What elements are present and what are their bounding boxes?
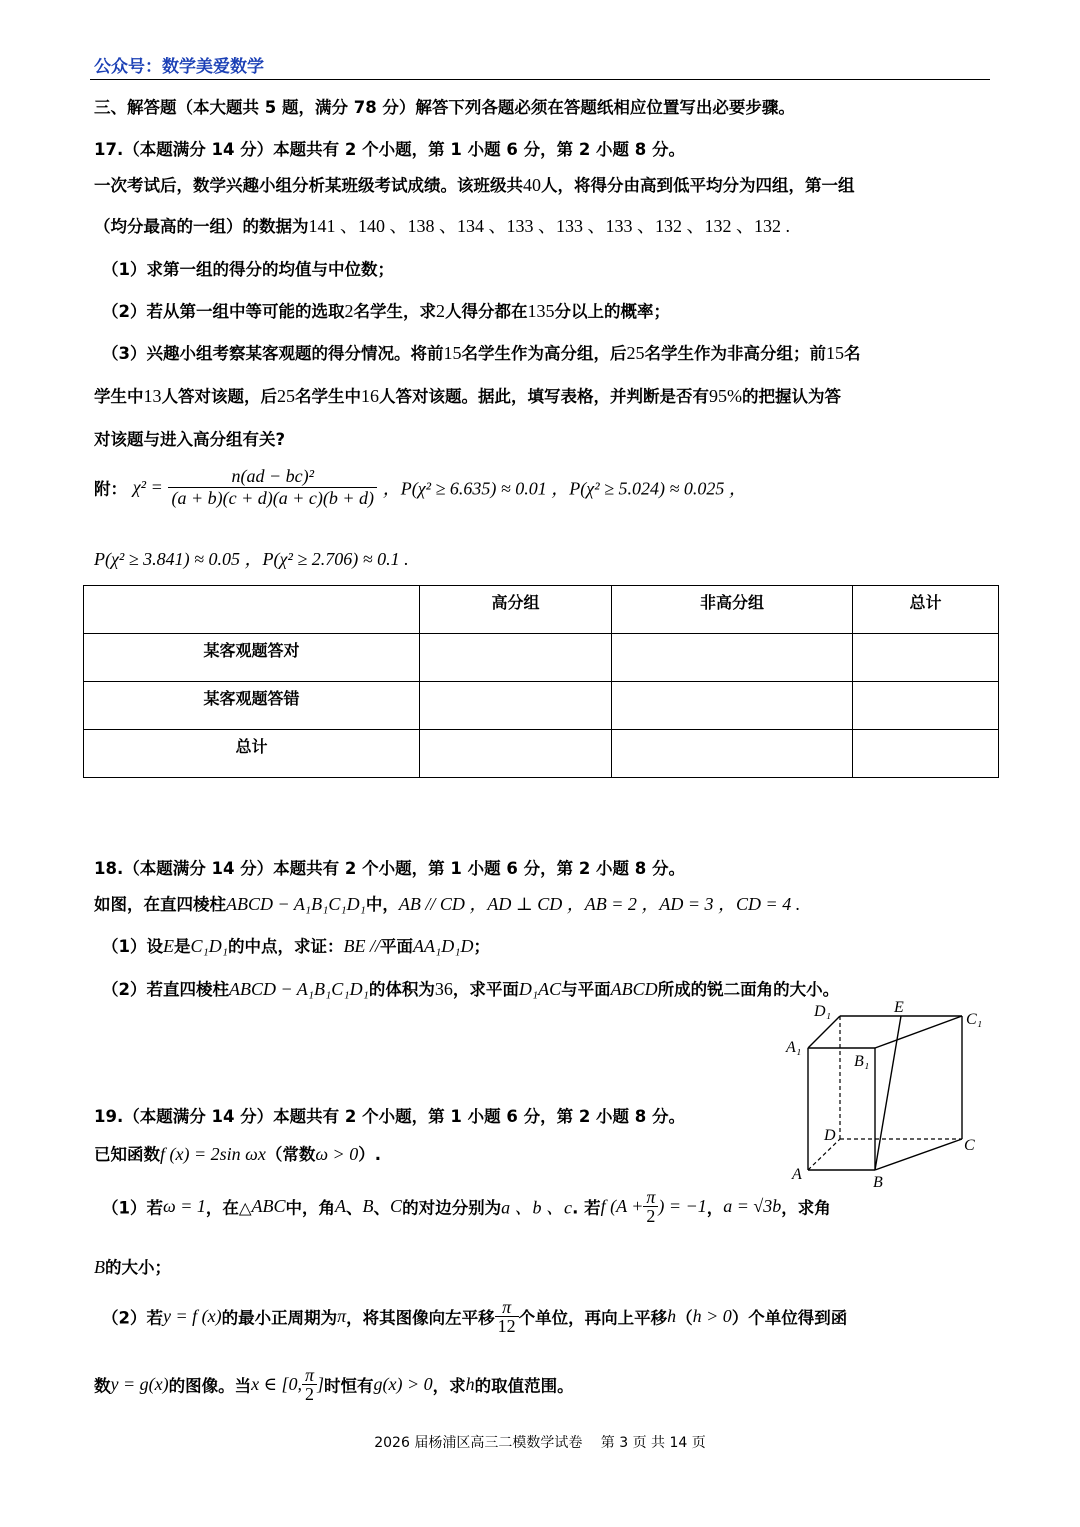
q19-p1-text: （1）若 [102,1198,163,1218]
table-header-cell: 高分组 [420,586,612,634]
q17-class-size: 40 [523,175,541,195]
q17-intro-text: （均分最高的一组）的数据为 [94,217,309,236]
table-cell [612,634,853,682]
table-cell [420,730,612,778]
q19-p1-math: C [390,1196,403,1216]
q18-intro-text: 中， [365,895,399,914]
q19-p1-math: ABC [251,1196,286,1216]
page-footer: 2026 届杨浦区高三二模数学试卷 第 3 页 共 14 页 [374,1435,706,1451]
q19-p1-text: 的大小； [105,1258,171,1277]
q19-heading: 19.（本题满分 14 分）本题共有 2 个小题，第 1 小题 6 分，第 2 小题 8 分。 [94,1107,686,1126]
q19-p2-text: 时恒有 [324,1376,374,1396]
q17-intro-text: 人，将得分由高到低平均分为四组，第一组 [541,176,855,195]
q19-p1-text: 中，角 [285,1198,336,1218]
label-b: B [873,1174,883,1191]
q17-part3-text: 名学生作为非高分组；前 [644,344,826,363]
q17-appendix [94,466,747,509]
q18-plane: AA₁D₁D [413,936,474,956]
q17-part3-text: 名学生中 [295,387,361,406]
q17-intro-line2 [94,212,790,238]
table-cell [420,634,612,682]
q19-p1-math: a 、b 、c [501,1197,573,1218]
q18-part1-text: （1）设 [102,937,163,956]
table-row-label: 总计 [84,730,420,778]
q19-intro-text: ）. [358,1145,381,1164]
q17-part3-line1 [102,340,860,364]
q19-p1-text: 、 [373,1198,391,1218]
q19-p2-text: （ [676,1308,693,1328]
q19-p1-math: A [335,1196,347,1216]
q19-part1-line2 [94,1254,171,1278]
contingency-table [83,585,999,778]
q18-part1-text: 的中点，求证： [228,937,344,956]
q17-part3-text: 学生中 [94,387,144,406]
section-title: 三、解答题（本大题共 5 题，满分 78 分）解答下列各题必须在答题纸相应位置写出必要步骤。 [94,98,795,117]
edge-b1c1 [875,1016,962,1048]
q17-part3-text: 的把握认为答 [742,387,841,406]
q17-part3-num: 25 [277,386,295,406]
q19-p2-text: 的图像。当 [168,1376,252,1396]
q19-p2-math: h > 0 [692,1306,732,1326]
table-row [84,730,999,778]
table-header-cell: 非高分组 [612,586,853,634]
q17-part3-text: （3）兴趣小组考察某客观题的得分情况。将前 [102,344,444,363]
q17-part3-num: 13 [143,386,162,406]
table-row-label: 某客观题答错 [84,682,420,730]
q19-p2-math: π [337,1306,347,1326]
q17-part3-text: 名学生作为高分组，后 [461,344,627,363]
q18-prism: ABCD − A₁B₁C₁D₁ [228,979,369,999]
table-row [84,682,999,730]
q19-p1-text: 、 [346,1198,363,1218]
q18-plane: ABCD [610,979,658,999]
q17-part3-num: 15 [825,343,844,363]
q18-volume: 36 [434,979,453,999]
label-d: D [824,1127,836,1144]
q19-p1-math: B [362,1196,374,1216]
q17-probabilities-line2 [94,545,409,571]
q17-heading: 17.（本题满分 14 分）本题共有 2 个小题，第 1 小题 6 分，第 2 小题 8 分。 [94,140,686,159]
q19-p1-math: ) = −1 [658,1196,707,1216]
q19-p1-math: B [94,1257,105,1277]
q17-part3-num: 25 [626,343,645,363]
q19-p2-text: ，将其图像向左平移 [346,1308,495,1328]
appendix-label: 附： [94,479,127,499]
q17-part2-num: 2 [435,301,445,321]
table-cell [853,730,999,778]
segment-be [875,1016,901,1170]
q17-confidence: 95% [709,386,742,406]
q17-intro-text: 一次考试后，数学兴趣小组分析某班级考试成绩。该班级共 [94,176,523,195]
q17-part3-num: 15 [443,343,462,363]
q18-part1-text: 平面 [380,937,414,956]
q19-p1-fraction [643,1188,658,1225]
q18-part2-text: 与平面 [561,980,611,999]
q19-p2-text: ）个单位得到函 [731,1308,848,1328]
probability-values-2: P(χ² ≥ 3.841) ≈ 0.05 ，P(χ² ≥ 2.706) ≈ 0.1 . [94,549,409,569]
q19-p1-text: 的对边分别为 [402,1198,502,1218]
q18-heading: 18.（本题满分 14 分）本题共有 2 个小题，第 1 小题 6 分，第 2 小题 8 分。 [94,859,686,878]
q19-p2-math: h [667,1306,677,1326]
q17-part3-text: 人答对该题。据此，填写表格，并判断是否有 [379,387,709,406]
q19-p1-text: ，在△ [205,1198,252,1218]
q19-p1-text: ， [706,1198,724,1218]
table-cell [853,634,999,682]
q17-part2-num: 135 [527,301,555,321]
q19-omega-condition: ω > 0 [315,1144,359,1164]
fraction-denominator: 12 [497,1316,516,1336]
edge-d1a1 [808,1016,840,1048]
table-header-row [84,586,999,634]
q18-plane: D₁AC [518,979,562,999]
q18-part2-text: ，求平面 [452,980,519,999]
fraction-denominator: 2 [304,1384,314,1404]
chi-square-numerator: n(ad − bc)² [168,466,377,488]
table-row-label: 某客观题答对 [84,634,420,682]
table-cell [420,682,612,730]
q19-p2-text: 的取值范围。 [474,1376,574,1396]
q18-line-be: BE // [343,936,381,956]
q19-p2-math: x ∈ [0, [251,1374,302,1394]
q18-part1-text: ； [473,937,491,956]
table-header-cell: 总计 [853,586,999,634]
prism-figure [780,998,990,1193]
q19-p2-text: ，求 [432,1376,466,1396]
q18-intro [94,890,800,916]
q17-part3-text: 人答对该题，后 [161,387,277,406]
q19-p1-math: ω = 1 [162,1196,206,1216]
q19-p2-math: y = f (x) [162,1306,222,1326]
q17-part2-text: 分以上的概率； [554,302,670,321]
table-row [84,634,999,682]
q17-intro-line1 [94,172,855,196]
q18-segment: C₁D₁ [190,936,229,956]
q19-intro-text: （常数 [265,1145,316,1164]
q18-intro-text: 如图，在直四棱柱 [94,895,226,914]
q17-part2-text: 人得分都在 [444,302,528,321]
table-cell [612,682,853,730]
q19-p2-math: h [465,1374,475,1394]
q19-p2-text: （2）若 [102,1308,163,1328]
q19-part1 [102,1188,831,1225]
header-rule [90,79,990,80]
fraction-denominator: 2 [646,1206,656,1226]
table-cell [853,682,999,730]
q18-point-e: E [162,936,174,956]
label-b1: B₁ [854,1053,870,1070]
q19-p1-text: . 若 [572,1198,601,1218]
q19-intro [94,1141,381,1165]
q18-part2-text: 所成的锐二面角的大小。 [657,980,840,999]
q19-p2-text: 数 [94,1376,111,1396]
q18-part1 [102,933,490,957]
probability-values-1: ，P(χ² ≥ 6.635) ≈ 0.01 ，P(χ² ≥ 5.024) ≈ 0.025 ， [382,478,747,499]
q17-part2-text: （2）若从第一组中等可能的选取 [102,302,345,321]
q19-function: f (x) = 2sin ωx [160,1144,266,1164]
q17-part3-text: 名 [843,344,861,363]
fraction-numerator: π [302,1366,317,1385]
q17-part2-num: 2 [344,301,354,321]
q17-part3-line3: 对该题与进入高分组有关? [94,430,286,449]
q19-p1-text: ，求角 [781,1198,831,1218]
edge-bc [875,1139,962,1170]
label-e: E [894,999,904,1016]
q18-prism: ABCD − A₁B₁C₁D₁ [226,894,366,914]
q19-p1-math: f (A + [600,1196,644,1216]
label-a: A [792,1166,802,1183]
q19-part2-line2 [94,1366,574,1403]
q19-p1-math: a = √3b [723,1196,782,1216]
chi-square-fraction [168,466,377,509]
q19-p2-math: g(x) > 0 [373,1374,433,1394]
q17-part1: （1）求第一组的得分的均值与中位数； [102,260,394,279]
label-d1: D₁ [814,1003,832,1020]
label-c1: C₁ [966,1011,983,1028]
q19-intro-text: 已知函数 [94,1145,160,1164]
chi-square-lhs: χ² = [132,477,163,497]
q17-scores: 141 、140 、138 、134 、133 、133 、133 、132 、132 、132 . [308,216,790,236]
label-a1: A₁ [786,1039,802,1056]
q19-p2-fraction [495,1298,519,1335]
q17-part2 [102,298,670,322]
q17-part3-line2 [94,383,841,407]
chi-square-denominator: (a + b)(c + d)(a + c)(b + d) [171,488,374,508]
table-cell [612,730,853,778]
q18-part1-text: 是 [173,937,191,956]
fraction-numerator: π [643,1188,658,1207]
fraction-numerator: π [495,1298,519,1317]
q19-p2-text: 的最小正周期为 [221,1308,338,1328]
label-c: C [964,1137,975,1154]
q19-p2-math: ] [316,1374,324,1394]
q18-part2-text: 的体积为 [368,980,435,999]
q19-p2-interval-fraction [302,1366,317,1403]
q18-part2 [102,976,839,1000]
wechat-header: 公众号：数学美爱数学 [94,57,264,77]
q19-p2-math: y = g(x) [110,1374,169,1394]
q17-part2-text: 名学生，求 [353,302,436,321]
q19-part2 [102,1298,847,1335]
table-header-cell [84,586,420,634]
q19-p2-text: 个单位，再向上平移 [518,1308,668,1328]
q18-conditions: AB // CD ，AD ⊥ CD ，AB = 2 ，AD = 3 ，CD = 4 . [398,894,801,914]
q17-part3-num: 16 [361,386,379,406]
q18-part2-text: （2）若直四棱柱 [102,980,229,999]
